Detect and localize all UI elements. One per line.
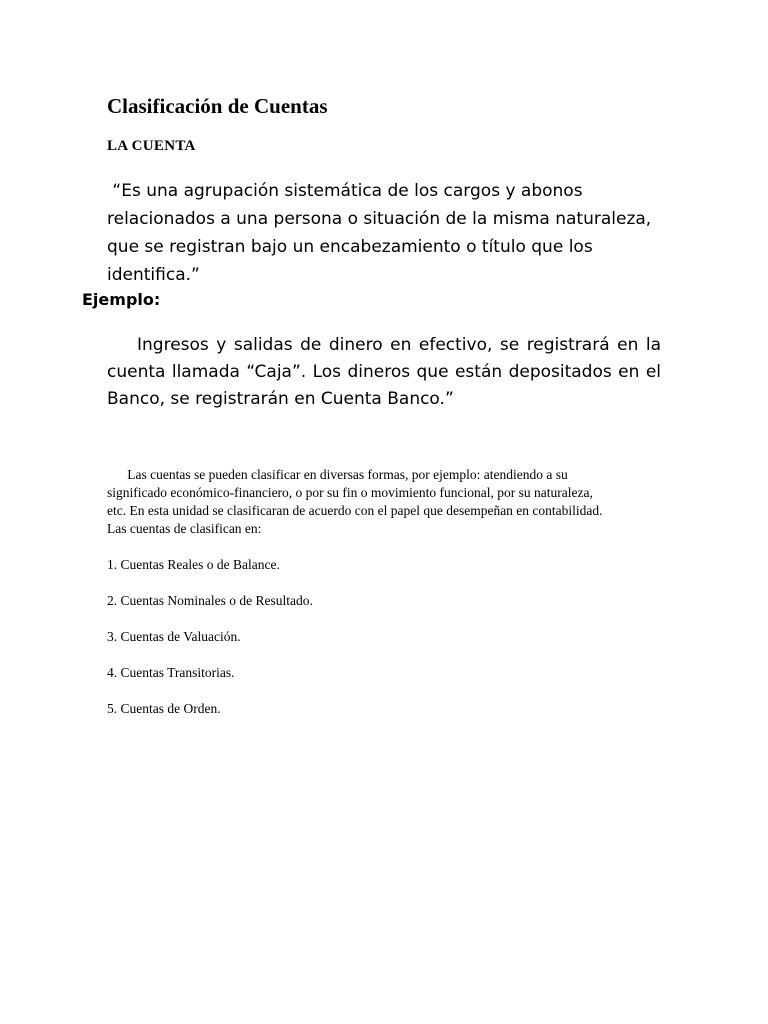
definition-quote	[107, 177, 667, 289]
list-item: 2. Cuentas Nominales o de Resultado.	[107, 593, 313, 608]
section-subtitle: LA CUENTA	[107, 138, 196, 154]
classification-intro	[107, 466, 667, 538]
example-line: cuenta llamada “Caja”. Los dineros que están depositados en el	[107, 362, 661, 382]
intro-line: significado económico-financiero, o por su fin o movimiento funcional, por su naturaleza,	[107, 485, 593, 500]
quote-line: que se registran bajo un encabezamiento o título que los	[107, 237, 593, 257]
example-paragraph	[107, 332, 661, 413]
quote-line: relacionados a una persona o situación de la misma naturaleza,	[107, 209, 652, 229]
list-item: 1. Cuentas Reales o de Balance.	[107, 557, 280, 572]
page-title: Clasificación de Cuentas	[107, 94, 328, 118]
list-item: 4. Cuentas Transitorias.	[107, 665, 235, 680]
list-item: 5. Cuentas de Orden.	[107, 701, 221, 716]
example-heading: Ejemplo:	[82, 290, 161, 309]
account-types-list	[107, 556, 313, 736]
intro-line: Las cuentas se pueden clasificar en diversas formas, por ejemplo: atendiendo a su	[107, 467, 568, 482]
example-line: Banco, se registrarán en Cuenta Banco.”	[107, 389, 454, 409]
list-item: 3. Cuentas de Valuación.	[107, 629, 241, 644]
example-line: Ingresos y salidas de dinero en efectivo, se registrará en la	[107, 335, 661, 355]
intro-line: etc. En esta unidad se clasificaran de acuerdo con el papel que desempeñan en contabilidad.	[107, 503, 603, 518]
intro-line: Las cuentas de clasifican en:	[107, 521, 262, 536]
quote-line: “Es una agrupación sistemática de los cargos y abonos	[107, 181, 583, 201]
quote-line: identifica.”	[107, 265, 200, 285]
